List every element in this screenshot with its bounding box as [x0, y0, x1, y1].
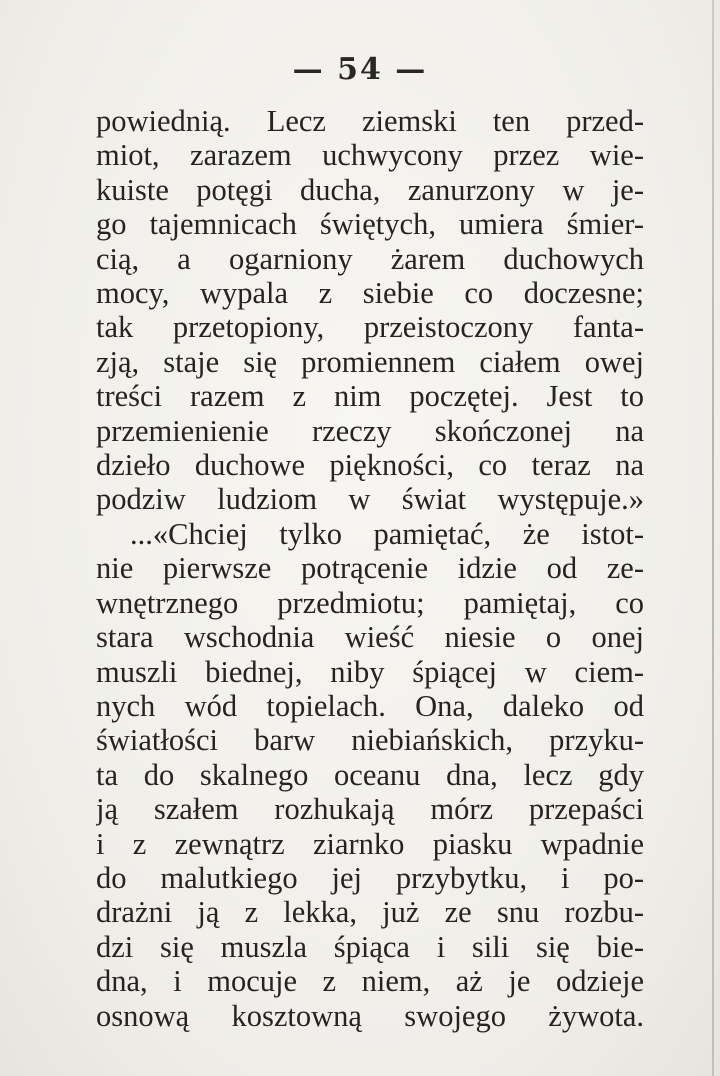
text-line: muszli biednej, niby śpiącej w ciem-: [96, 654, 644, 689]
body-text: [96, 104, 644, 1033]
text-line: przemienienie rzeczy skończonej na: [96, 413, 644, 448]
text-line: światłości barw niebiańskich, przyku-: [96, 723, 644, 758]
text-line: nych wód topielach. Ona, daleko od: [96, 688, 644, 723]
text-line: dzi się muszla śpiąca i sili się bie-: [96, 929, 644, 964]
text-line: drażni ją z lekka, już ze snu rozbu-: [96, 895, 644, 930]
text-line: miot, zarazem uchwycony przez wie-: [96, 138, 644, 173]
text-line: ...«Chciej tylko pamiętać, że istot-: [130, 516, 644, 551]
page-number: — 54 —: [292, 52, 428, 87]
page-edge-shadow: [712, 0, 714, 1076]
text-line: do malutkiego jej przybytku, i po-: [96, 860, 644, 895]
text-line: powiednią. Lecz ziemski ten przed-: [96, 104, 644, 138]
text-line: podziw ludziom w świat występuje.»: [96, 482, 644, 517]
text-line: dzieło duchowe piękności, co teraz na: [96, 448, 644, 483]
text-line: zją, staje się promiennem ciałem owej: [96, 344, 644, 379]
text-line: cią, a ogarniony żarem duchowych: [96, 241, 644, 276]
text-line: tak przetopiony, przeistoczony fanta-: [96, 310, 644, 345]
text-line: wnętrznego przedmiotu; pamiętaj, co: [96, 585, 644, 620]
text-line: mocy, wypala z siebie co doczesne;: [96, 276, 644, 311]
text-line: ta do skalnego oceanu dna, lecz gdy: [96, 757, 644, 792]
text-line: i z zewnątrz ziarnko piasku wpadnie: [96, 826, 644, 861]
text-line: nie pierwsze potrącenie idzie od ze-: [96, 551, 644, 586]
text-line: kuiste potęgi ducha, zanurzony w je-: [96, 172, 644, 207]
text-line: dna, i mocuje z niem, aż je odzieje: [96, 964, 644, 999]
text-line: ją szałem rozhukają mórz przepaści: [96, 792, 644, 827]
text-line: go tajemnicach świętych, umiera śmier-: [96, 207, 644, 242]
text-line: treści razem z nim poczętej. Jest to: [96, 379, 644, 414]
text-line: stara wschodnia wieść niesie o onej: [96, 620, 644, 655]
text-line: osnową kosztowną swojego żywota.: [96, 998, 644, 1033]
